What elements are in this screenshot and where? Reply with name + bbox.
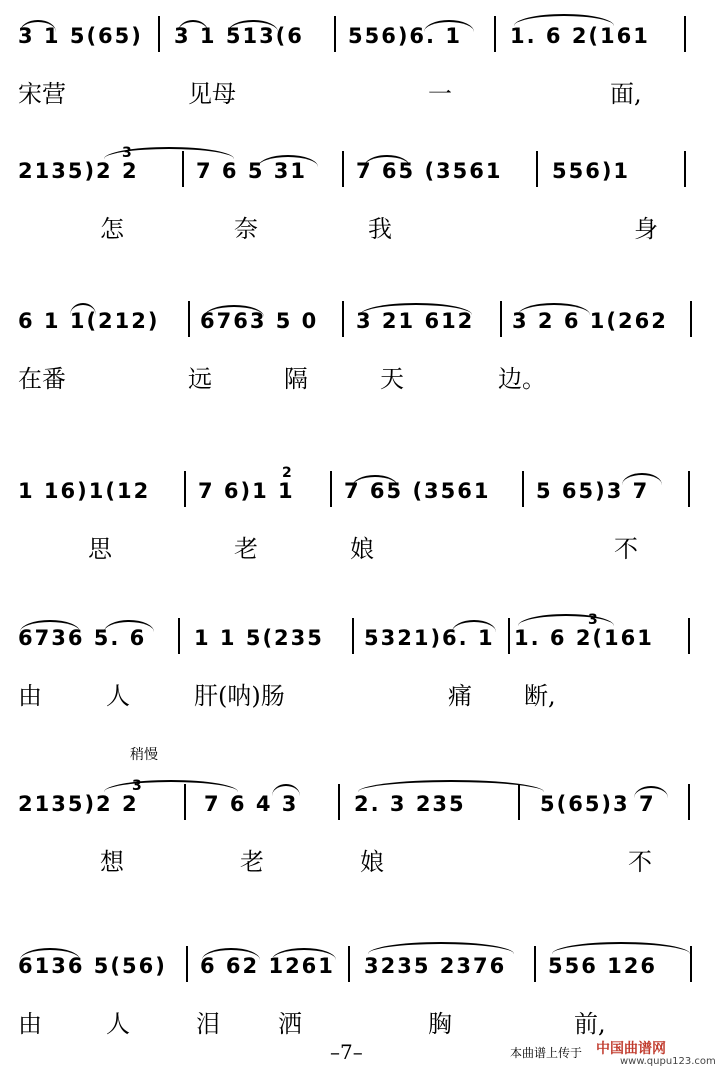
measure-notes: 6736 5. 6 [18,626,147,650]
measure-notes: 7 65 (3561 [344,479,491,503]
measure-notes: 556 126 [548,954,657,978]
measure-notes: 3235 2376 [364,954,507,978]
score-row-2 [0,145,700,255]
lyrics-line [18,676,688,708]
lyric: 前, [574,1010,606,1038]
grace-note: 3 [122,145,132,161]
lyric: 老 [234,535,258,563]
lyric: 由 [18,682,42,710]
measure-notes: 1 16)1(12 [18,479,151,503]
slur [368,942,514,954]
barline [184,784,186,820]
measure-notes: 6 1 1(212) [18,309,160,333]
lyric: 痛 [448,682,472,710]
measure-notes: 1. 6 2(161 [510,24,650,48]
measure-notes: 6 62 1261 [200,954,335,978]
measure-notes: 7 6)1 1 [198,479,295,503]
score-row-7 [0,940,700,1050]
barline [338,784,340,820]
lyrics-line [18,74,688,106]
notation-line [18,778,688,832]
barline [690,946,692,982]
measure-notes: 5321)6. 1 [364,626,495,650]
lyric: 奈 [234,215,258,243]
barline [352,618,354,654]
barline [334,16,336,52]
lyric: 由 [18,1010,42,1038]
barline [536,151,538,187]
lyric: 人 [106,682,130,710]
measure-notes: 6763 5 0 [200,309,319,333]
lyrics-line [18,1004,688,1036]
lyric: 面, [610,80,642,108]
notation-line [18,465,688,519]
score-row-4 [0,465,700,575]
lyric: 隔 [284,365,308,393]
measure-notes: 1 1 5(235 [194,626,324,650]
score-row-3 [0,295,700,405]
lyric: 洒 [278,1010,302,1038]
lyric: 一 [428,80,452,108]
barline [688,784,690,820]
lyric: 老 [240,848,264,876]
barline [342,301,344,337]
lyric: 远 [188,365,212,393]
lyric: 断, [524,682,556,710]
notation-line [18,145,688,199]
lyric: 见母 [188,80,236,108]
grace-note: 3 [132,778,142,794]
measure-notes: 3 21 612 [356,309,475,333]
lyric: 人 [106,1010,130,1038]
tempo-marking: 稍慢 [130,747,158,763]
barline [178,618,180,654]
barline [158,16,160,52]
lyric: 怎 [100,215,124,243]
measure-notes: 556)1 [552,159,631,183]
slur [518,614,614,626]
barline [522,471,524,507]
measure-notes: 3 1 5(65) [18,24,143,48]
slur [104,780,238,792]
barline [518,784,520,820]
barline [684,151,686,187]
lyric: 在番 [18,365,66,393]
barline [330,471,332,507]
lyric: 肝(呐)肠 [194,682,285,710]
barline [188,301,190,337]
measure-notes: 2. 3 235 [354,792,466,816]
slur [552,942,690,954]
grace-note: 3 [588,612,598,628]
lyric: 边。 [498,365,546,393]
lyric: 思 [88,535,112,563]
barline [182,151,184,187]
grace-note: 2 [282,465,292,481]
slur [358,780,544,792]
notation-line [18,612,688,666]
notation-line [18,24,688,64]
barline [508,618,510,654]
notation-line [18,309,688,349]
lyric: 想 [100,848,124,876]
lyric: 不 [614,535,638,563]
barline [186,946,188,982]
measure-notes: 3 2 6 1(262 [512,309,668,333]
barline [534,946,536,982]
page-number: –7– [330,1040,363,1064]
measure-notes: 2135)2 2 [18,792,139,816]
measure-notes: 1. 6 2(161 [514,626,654,650]
lyric: 娘 [360,848,384,876]
lyric: 不 [628,848,652,876]
score-row-6 [0,747,700,888]
lyrics-line [18,842,688,874]
lyric: 身 [634,215,658,243]
measure-notes: 5(65)3 7 [540,792,656,816]
barline [500,301,502,337]
barline [690,301,692,337]
lyric: 我 [368,215,392,243]
barline [688,471,690,507]
lyric: 胸 [428,1010,452,1038]
measure-notes: 5 65)3 7 [536,479,650,503]
lyrics-line [18,529,688,561]
lyric: 娘 [350,535,374,563]
score-row-5 [0,612,700,722]
site-logo[interactable]: 中国曲谱网 [596,1041,666,1057]
measure-notes: 7 6 5 31 [196,159,307,183]
lyric: 天 [380,365,404,393]
barline [342,151,344,187]
measure-notes: 7 6 4 3 [204,792,299,816]
barline [688,618,690,654]
upload-note: 本曲谱上传于 [510,1046,583,1060]
barline [684,16,686,52]
lyrics-line [18,359,688,391]
lyric: 泪 [196,1010,220,1038]
measure-notes: 3 1 513(6 [174,24,304,48]
lyrics-line [18,209,688,241]
measure-notes: 556)6. 1 [348,24,462,48]
lyric: 宋营 [18,80,66,108]
site-url[interactable]: www.qupu123.com [620,1056,716,1067]
score-row-1 [0,10,700,120]
measure-notes: 2135)2 2 [18,159,139,183]
measure-notes: 7 65 (3561 [356,159,503,183]
measure-notes: 6136 5(56) [18,954,167,978]
barline [494,16,496,52]
barline [348,946,350,982]
notation-line [18,954,688,994]
barline [184,471,186,507]
